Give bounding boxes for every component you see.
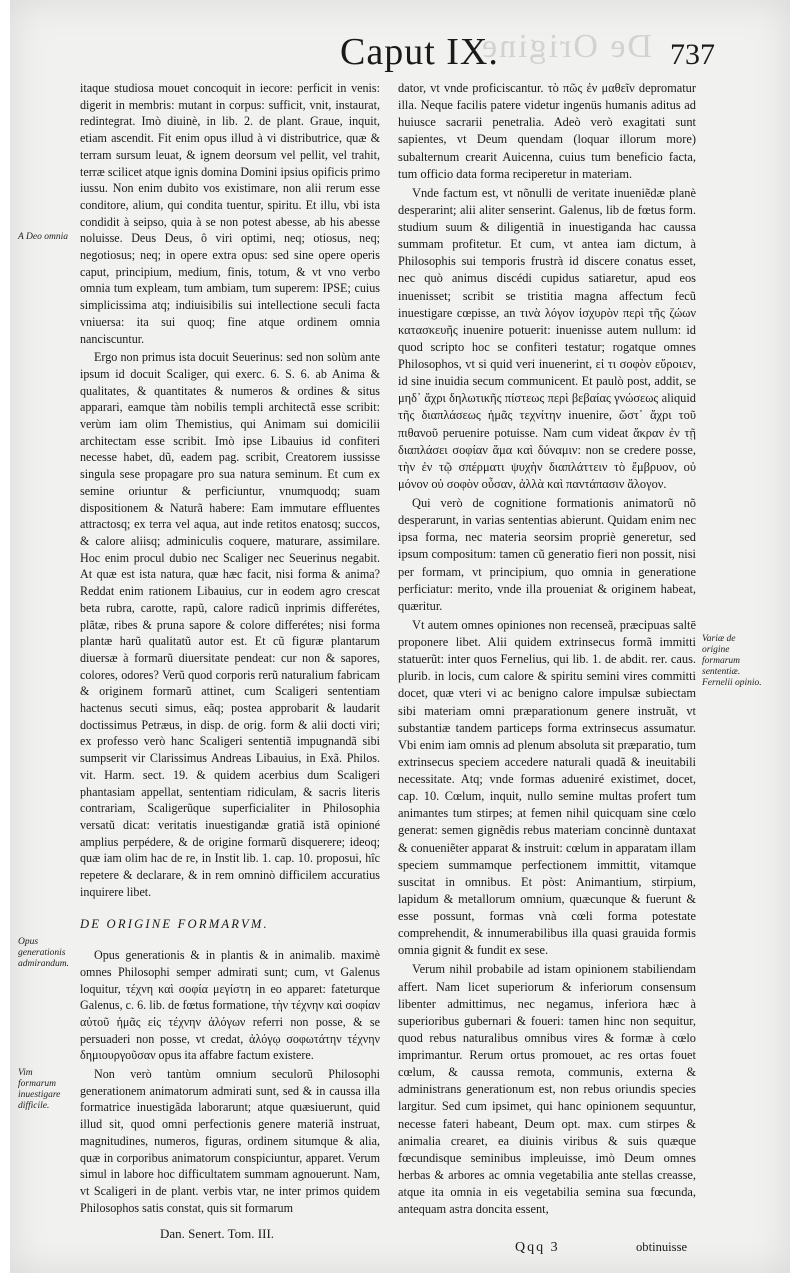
paragraph: Ergo non primus ista docuit Seuerinus: sed non solùm ante ipsum id docuit Scaliger, qui exerc. 6. S. 6. ab Anima & qualitates, & quantitates & numeros & ordines & situs apparari, eamque tàm nobilis templi architectã esse scribit: verùm iam olim Themistius, qui Animam sui domicilii architectam esse scribit. Imò ipse Libauius id confiteri necesse habet, dũ, eadem pag. scribit, Creatorem iussisse singula sese propagare pro sua natura seminum. Et cum ex semine oriuntur & perficiuntur, vnumquodq; suam dispositionem & Naturã habere: Eam immutare effluentes attractosq; ex terra vel aqua, aut inde retitos enatosq; succos, & calore aliisq; adminiculis coquere, maturare, assimilare. Hoc enim procul dubio nec Scaliger nec Seuerinus negabit. At quæ est ista natura, quæ hæc facit, nisi forma & anima? Reddat enim rationem Libauius, cur in eodem agro crescat beta rubra, carotte, rapũ, calore radicũ inprimis differétes, plãtæ, ribes & pruna sapore & colore differétes; nisi forma plantæ harũ qualitatũ autor est. Et cũ figuræ plantarum diuersæ à formarũ diuersitate pendeat: cur non & sapores, colores, odores? Verũ quod corporis rerũ naturalium fabricam & originem formarũ attinet, cum Scaligeri sententiam hactenus secuti simus, eãq; postea approbarit & laudarit doctissimus Petræus, in disp. de orig. form & alii docti viri; ex professo verò hanc Scaligeri sententiã impugnandã sibi sumpserit vir Clarissimus Andreas Libauius, in Exã. Philos. vit. Harm. sect. 19. & quidem acerbius dum Scaligeri phantasiam appellat, sententiam ridiculam, & sacris literis contrariam, Scaligerũque superficialiter in Philosophia versatũ dicat: veritatis inuestigandæ gratiã istã opinioné amplius perpédere, & de origine formarũ disquerere; ideoq; quæ iam olim hac de re, in Instit lib. 1. cap. 10. proposui, hîc repetere & declarare, & in rem omninò difficilem accuratius inquirere libet. xyxy=(80,350,380,899)
printer-signature: Dan. Senert. Tom. III. xyxy=(160,1226,275,1241)
signature-mark: Qqq 3 xyxy=(515,1240,560,1255)
margin-note: Variæ de origine formarum sententiæ. Fernelii opinio. xyxy=(702,634,762,688)
margin-note: Opus generationis admirandum. xyxy=(18,937,69,969)
paragraph: Qui verò de cognitione formationis animatorũ nõ desperarunt, in varias sententias abierunt. Quidam enim nec ipsa forma, nec materia seorsim propriè generetur, sed ipsum compositum: tamen cũ generatio fieri non possit, nisi per formam, vt principium, quo omnia in generatione perficiatur: merito, vnde illa proueniat & originem habeat, quæritur. xyxy=(398,496,696,613)
catchword: obtinuisse xyxy=(636,1240,688,1254)
left-column xyxy=(80,80,380,1216)
margin-note: A Deo omnia xyxy=(18,232,68,242)
paragraph: Opus generationis & in plantis & in animalib. maximè omnes Philosophi semper admirati sunt; cum, vt Galenus loquitur, τέχνη καὶ σοφία μεγίστη in eo apparet: fateturque Galenus, c. 6. lib. de fœtus formatione, τὴν τέχνην καὶ σοφίαν αὐτοῦ ἡμᾶς εἰς τέχνην ἀλόγων referri non posse, & se persuaderi non posse, vt credat, ἀλόγῳ σοφωτάτην τέχνην δημιουργοῦσαν opus ita affabre factum existere. xyxy=(80,948,380,1063)
paragraph: Non verò tantùm omnium seculorũ Philosophi generationem animatorum admirati sunt, sed & in caussa illa formatrice inuestigãda laborarunt; atque quæsiuerunt, quid illud sit, quod omni perfectionis genere materiã instruat, magnitudines, numeros, figuras, ordinem situmque & alia, quæ in corporibus animatorum conspiciuntur, apparet. Verum simul in labore hoc difficultatem summam agnouerunt. Nam, vt Scaligeri in de plant. verbis vtar, ne inter primos quidem Philosophos satis constat, quis sit formarum xyxy=(80,1067,380,1215)
show-through-text: De Origine xyxy=(480,28,653,65)
page-number: 737 xyxy=(670,38,715,71)
paragraph: Vt autem omnes opiniones non recenseã, præcipuas saltē proponere libet. Alii quidem extrinsecus formã immitti statuerũt: inter quos Fernelius, qui lib. 1. de abdit. rer. caus. plurib. in locis, cum calore & spiritu semini vires committi docet, quæ vteri vi ac benigno calore impulsæ subiectam sibi materiam omni præparationum genere instruãt, vt substantiæ tandem particeps forma extrinsecus assumatur. Vbi enim iam omnis ad plenum absoluta sit præparatio, tum extrinsecus speciem accedere naturali quadã & ineuitabili necessitate. Atq; vnde formas adueniré existimet, docet, cap. 10. Cœlum, inquit, nullo semine multas profert tum animantes tum stirpes; at femen nihil quicquam sine cœlo generat: semen gignẽdis rebus materiam concinnè duntaxat & conueniẽter apparat & instruit: cœlum in apparatam illam speciem summamque perfectionem immittit, vitamque suscitat in omnibus. Et pòst: Animantium, stirpium, lapidum & metallorum omnium, quæcunque & fuerunt & esse possunt, formas vnà cœli forma potestate comprehendit, & innumerabilibus illa quasi grauida formis omnia gignit & fundit ex sese. xyxy=(398,617,696,958)
paragraph: itaque studiosa mouet concoquit in iecore: perficit in venis: digerit in membris: mutant in corpus: sufficit, vnit, instaurat, redintegrat. Imò diuinè, in lib. 2. de plant. Graue, inquit, etiam ascendit. Fit enim opus illud à vi distributrice, quæ & terram sursum leuat, & ignem deorsum vel pellit, vel trahit, terræ scilicet atque ignis domina Domini ipsius opificis primo iussu. Non enim dubito vos existimare, non alii rerum esse conditore, alium, qui condita tuentur, spiritu. Et illu, vbi ista condidit à seipso, quia à se non potest abesse, ab his abesse noluisse. Deus Deus, ô viri optimi, neq; otiosus, neq; negotiosus; neq; in opere extra opus: sed sine opere operis caput, principium, medium, finis, totum, & vt vno verbo omnia tum expleam, tum ambiam, tum superem: IPSE; cuius simplicissima atq; indiuisibilis sui intellectione seculi facta vniuersa: ita sui quoq; fine atque ordinem omnia nanciscuntur. xyxy=(80,81,380,346)
chapter-title: Caput IX. xyxy=(340,31,499,73)
paragraph: dator, vt vnde proficiscantur. τὸ πῶς ἐν μαθεῖν depromatur illa. Neque facilis patere videtur ingenüs humanis aditus ad huiusce sacrarii penetralia. Adeò verò exagitati sunt sapientes, vt Deum quendam (loquar illorum more) subalternum crearit Auicenna, cuius tum beneficio facta, tum officio data forma reciperetur in materiam. xyxy=(398,81,696,181)
paragraph: Vnde factum est, vt nõnulli de veritate inueniẽdæ planè desperarint; alii aliter senserint. Galenus, lib de fœtus form. studium suum & diligentiã in inuestiganda hac caussa summam profitetur. Et cum, vt antea iam dictum, à Philosophis sui temporis frustrà id discere conatus esset, nec quò animus discédi cupidus satiaretur, apud eos inuenisset; scribit se tristitia magna affectum fecũ inuestigare cœpisse, an τινὰ λόγον ἰσχυρὸν περὶ τῆς ζώων κατασκευῆς inuenire potuerit: inuenisse autem nullum: id quod scripto hoc se confiteri testatur; rogatque omnes Philosophos, vt si quid veri inuenerint, εἰ τι σοφὸν εὕροιεν, id sine inuidia secum communicent. Et paulò post, addit, se μηδ᾽ ἄχρι δηλωτικῆς πίστεως περὶ βεβαίας γνώσεως aliquid τῆς διαπλάσεως ἡμᾶς τεχνίτην inuenire, ὥστ᾽ ἄχρι τοῦ πιθανοῦ peruenire potuisse. Nam cum videat ἄκραν ἐν τῇ διαπλάσει σοφίαν ἅμα καὶ δύναμιν: non se credere posse, τὴν ἐν τῷ σπέρματι ψυχὴν διαπλάττειν τὸ ἔμβρυον, οὐ μόνον οὐ σοφὸν οὖσαν, ἀλλὰ καὶ παντάπασιν ἄλογον. xyxy=(398,185,696,491)
paragraph: Verum nihil probabile ad istam opinionem stabiliendam affert. Nam licet superiorum & inferiorum consensum libenter admittimus, nec negamus, inferiora hæc à superioribus gubernari & foueri: tamen hinc non sequitur, quod rebus naturalibus omnibus vires & formæ à cœlo imprimantur. Rerum ortus promouet, ac res ortas fouet cœlum, & caussa remota, communis, externa & administrans generationum est, non rebus oriundis species largitur. Sed cum ipsimet, qui hanc opinionem sequuntur, necesse fateri habeant, Deum opt. max. cum stirpes & animalia crearet, ea diuinis viribus & suis quæque fœcundisque seminibus impleuisse, imò Deum omnes herbas & arbores ac omnia vegetabilia ante stellas creasse, atque ita omnia in eis vegetabilia semina sua fœcunda, antequam astra doncita essent, xyxy=(398,962,696,1217)
section-heading: DE ORIGINE FORMARVM. xyxy=(80,917,269,932)
right-column xyxy=(398,80,696,1218)
book-page xyxy=(10,0,790,1273)
margin-note: Vim formarum inuestigare difficile. xyxy=(18,1068,61,1111)
